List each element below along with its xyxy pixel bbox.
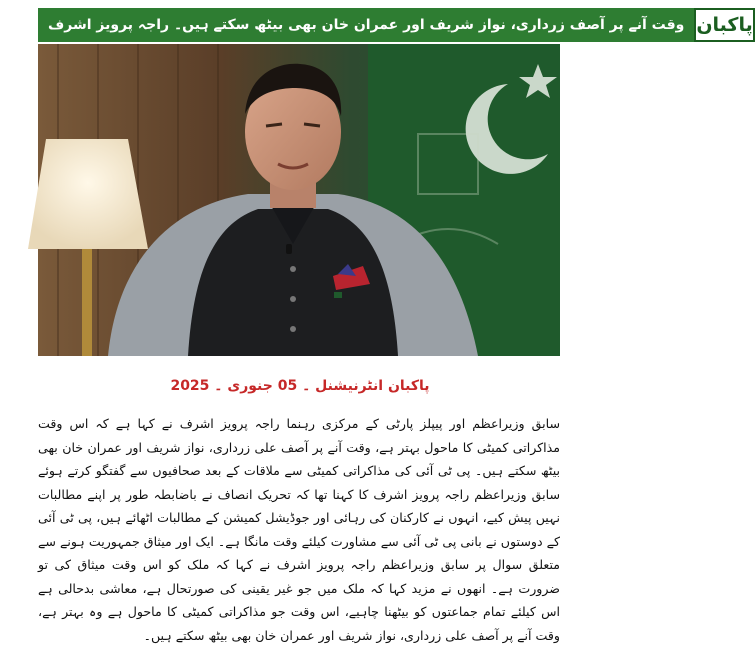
- header-bar: [38, 8, 753, 42]
- brand-logo[interactable]: پاکبان: [694, 8, 754, 42]
- news-photo: [38, 44, 560, 356]
- interview-photo-illustration: [38, 44, 560, 356]
- dateline: پاکبان انٹرنیشنل ۔ 05 جنوری ۔ 2025: [170, 378, 430, 394]
- flag-pin: [334, 292, 342, 298]
- article-body: سابق وزیراعظم اور پیپلز پارٹی کے مرکزی رہنما راجہ پرویز اشرف نے کہا ہے کہ اس وقت مذاکراتی کمیٹی کا ماحول بہتر ہے، وقت آنے پر آصف علی زرداری، نواز شریف اور عمران خان بھی بیٹھ سکتے ہیں۔ پی ٹی آئی کی مذاکراتی کمیٹی سے ملاقات کے بعد صحافیوں سے گفتگو کرتے ہوئے سابق وزیراعظم راجہ پرویز اشرف کا کہنا تھا کہ تحریک انصاف نے باضابطہ طور پر اپنے مطالبات نہیں پیش کیے، انہوں نے کارکنان کی رہائی اور جوڈیشل کمیشن کے مطالبات اٹھائے ہیں، پی ٹی آئی کے دوستوں نے بانی پی ٹی آئی سے مشاورت کیلئے وقت مانگا ہے۔ ایک اور میثاق جمہوریت ہونے سے متعلق سوال پر سابق وزیراعظم راجہ پرویز اشرف نے کہا کہ ملک کو اس وقت میثاق کی تو ضرورت ہے۔ انھوں نے مزید کہا کہ ملک میں جو غیر یقینی کی صورتحال ہے، معاشی بدحالی ہے اس کیلئے تمام جماعتوں کو بیٹھنا چاہیے، اس وقت جو مذاکراتی کمیٹی کا ماحول ہے وہ بہتر ہے، وقت آنے پر آصف علی زرداری، نواز شریف اور عمران خان بھی بیٹھ سکتے ہیں۔: [38, 416, 560, 643]
- lamp-shade: [28, 139, 148, 249]
- headline[interactable]: وقت آنے پر آصف زرداری، نواز شریف اور عمران خان بھی بیٹھ سکتے ہیں۔ راجہ پرویز اشرف: [38, 8, 694, 42]
